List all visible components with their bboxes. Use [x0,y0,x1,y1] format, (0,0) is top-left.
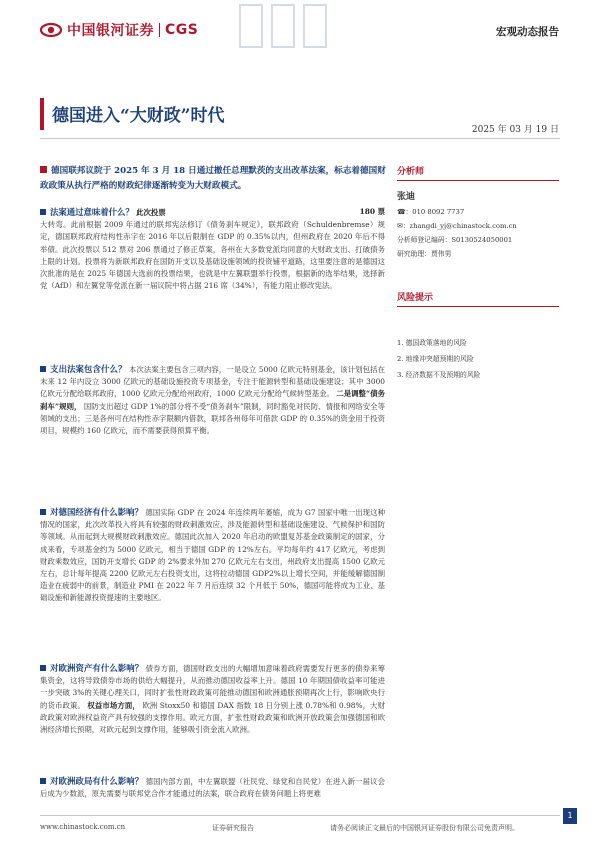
report-type: 宏观动态报告 [496,26,559,38]
title-divider [40,138,560,139]
bullet-icon [40,509,46,515]
watermark-icon [230,0,350,60]
summary [40,164,390,194]
section-1 [40,206,385,292]
footer-disclaimer: 请务必阅读正文最后的中国银河证券股份有限公司免责声明。 [330,824,519,832]
section-heading: 法案通过意味着什么？ [50,207,134,217]
analyst-name: 张迪 [397,192,416,202]
logo-en-text: CGS [165,22,199,38]
section-4 [40,662,385,736]
risk-item: 3. 经济数据不及预期的风险 [397,371,481,379]
footer-website[interactable]: www.chinastock.com.cn [40,823,126,831]
analyst-email[interactable]: ✉：zhangdi_yj@chinastock.com.cn [397,222,517,230]
risk-item: 1. 德国政策落地的风险 [397,339,467,347]
section-heading: 对德国经济有什么影响？ [50,507,143,517]
section-heading: 支出法案包含什么？ [50,364,127,374]
section-body-continued: 欧洲 Stoxx50 和德国 DAX 指数 18 日分别上涨 0.78%和 0.98%，大财政政策对欧洲权益资产具有较强的支撑作用。欧元方面，扩张性财政政策和欧洲开放政策会加强德国和欧洲经济增长预期，对欧元起到支撑作用，能够吸引资金流入欧洲。 [40,700,385,735]
section-body: 大转弯。此前根据 2009 年通过的联邦宪法修订《债务刹车规定》，联邦政府（Schuldenbremse）规定，德国联邦政府结构性赤字在 2016 年以后限制在 GDP 的 0.35%以内，但州政府在 2020 年后不得举债。此次投票以 512 票对 206 票通过了修正草案，各州在大多数党派均同意的大财政支出、打破债务上限的计划。投票将为新联邦政府在国防开支以及基础设施领域的投资铺平道路，这里要注意的是德国这次批准的是在 2025 年德国大选前的投票结果，也就是中左翼联盟举行投票，根据新的选举结果，选择新党（AfD）和左翼党等党派在新一届议院中将占据 216 席（34%），有能力阻止修改宪法。 [40,220,385,291]
section-label: 此次投票 [136,208,166,217]
page-title: 德国进入“大财政”时代 [52,106,225,126]
section-body: 德国内部方面，中左翼联盟（社民党、绿党和自民党）在进入新一届议会后成为少数派，原先需要与联邦党合作才能通过的法案，联合政府在债务问题上将更难 [40,777,385,799]
section-body-continued: 国防支出超过 GDP 1%的部分将不受“债务刹车”限制，同时豁免对民防、情报和网络安全等领域的支出；三是各州可在结构性赤字限额内借款，联邦各州每年可借款 GDP 的 0.35%的资金用于投资项目，规模约 160 亿欧元，而不需要获得预算平衡。 [40,401,385,436]
analyst-cert: 分析师登记编码：S0130524050001 [397,236,513,244]
report-date: 2025 年 03 月 19 日 [471,125,559,135]
bullet-icon [40,665,46,671]
footer-center: 证券研究报告 [212,824,254,832]
analyst-phone: ☎：010 8092 7737 [397,208,465,216]
section-2 [40,363,385,437]
summary-text: 德国联邦议院于 2025 年 3 月 18 日通过撤任总理默茨的支出改革法案，标志着德国财政政策从执行严格的财政纪律逐渐转变为大财政模式。 [40,166,386,191]
sidebar [397,164,559,379]
section-body: 德国实际 GDP 在 2024 年连续两年萎缩，成为 G7 国家中唯一出现这种情况的国家，此次改革投入将具有较强的财政刺激效应，涉及能源转型和基础设施建设、气候保护和国防等领域。从而起到大规模财政刺激效应。德国此次加入 2020 年启动的欧盟复苏基金政策制定的国家，分成来看，专项基金约为 5000 亿欧元，相当于德国 GDP 的 12%左右。平均每年约 417 亿欧元，考虑到财政乘数效应，国防开支增长 GDP 的 2%要求外加 270 亿欧元左右支出，州政府支出提高 1500 亿欧元左右，总计每年提高 2200 亿欧元左右投资支出，这将拉动德国 GDP2%以上增长空间，并能缓解德国制造业在疲弱中的前景，制造业 PMI 在 2022 年 7 月后连续 32 个月低于 50%，德国可能将成为工业、基础设施和新能源投资提速的主要地区。 [40,508,385,603]
vote-count: 180 票 [359,207,385,216]
bullet-icon [40,209,46,215]
research-assistant: 研究助理：贾伟男 [397,250,452,258]
section-highlight: 二是调整“债务刹车”规则， [40,389,385,411]
section-5 [40,775,385,811]
bullet-icon [40,166,47,173]
analyst-heading: 分析师 [397,164,559,181]
logo-cn-text: 中国银河证券 [67,23,154,39]
galaxy-logo-icon [40,21,62,39]
company-logo [40,20,198,40]
section-heading: 对欧洲政局有什么影响？ [50,776,144,786]
title-accent-bar [40,98,44,130]
section-3 [40,506,385,605]
risk-list [397,337,559,379]
logo-separator [159,23,160,37]
bullet-icon [40,366,46,372]
section-heading: 对欧洲资产有什么影响？ [50,663,144,673]
section-body: 债券方面，德国财政支出的大幅增加意味着政府需要发行更多的债券来筹集资金，这将导致债券市场的供给大幅提升，从而推动德国收益率上升。德国 10 年期国债收益率可能进一步突破 3%的关键心理关口，同时扩张性财政政策可能推动德国和欧洲通胀预期再次上行，影响欧央行的货币政策。 [40,664,385,710]
section-highlight: 权益市场方面， [87,700,140,710]
bullet-icon [40,778,46,784]
footer-divider [40,815,560,816]
page-header [0,0,595,60]
risk-heading: 风险提示 [397,290,559,307]
section-body: 本次法案主要包含三项内容，一是设立 5000 亿欧元特别基金，该计划包括在未来 12 年内设立 3000 亿欧元的基础设施投资专项基金，专注于能源转型和基础设施建设；其中 3000 亿欧元分配给联邦政府，1000 亿欧元分配给州政府，1000 亿欧元分配给气候转型基金。 [40,365,386,399]
risk-item: 2. 地缘冲突超预期的风险 [397,355,474,363]
page-number: 1 [563,808,577,824]
